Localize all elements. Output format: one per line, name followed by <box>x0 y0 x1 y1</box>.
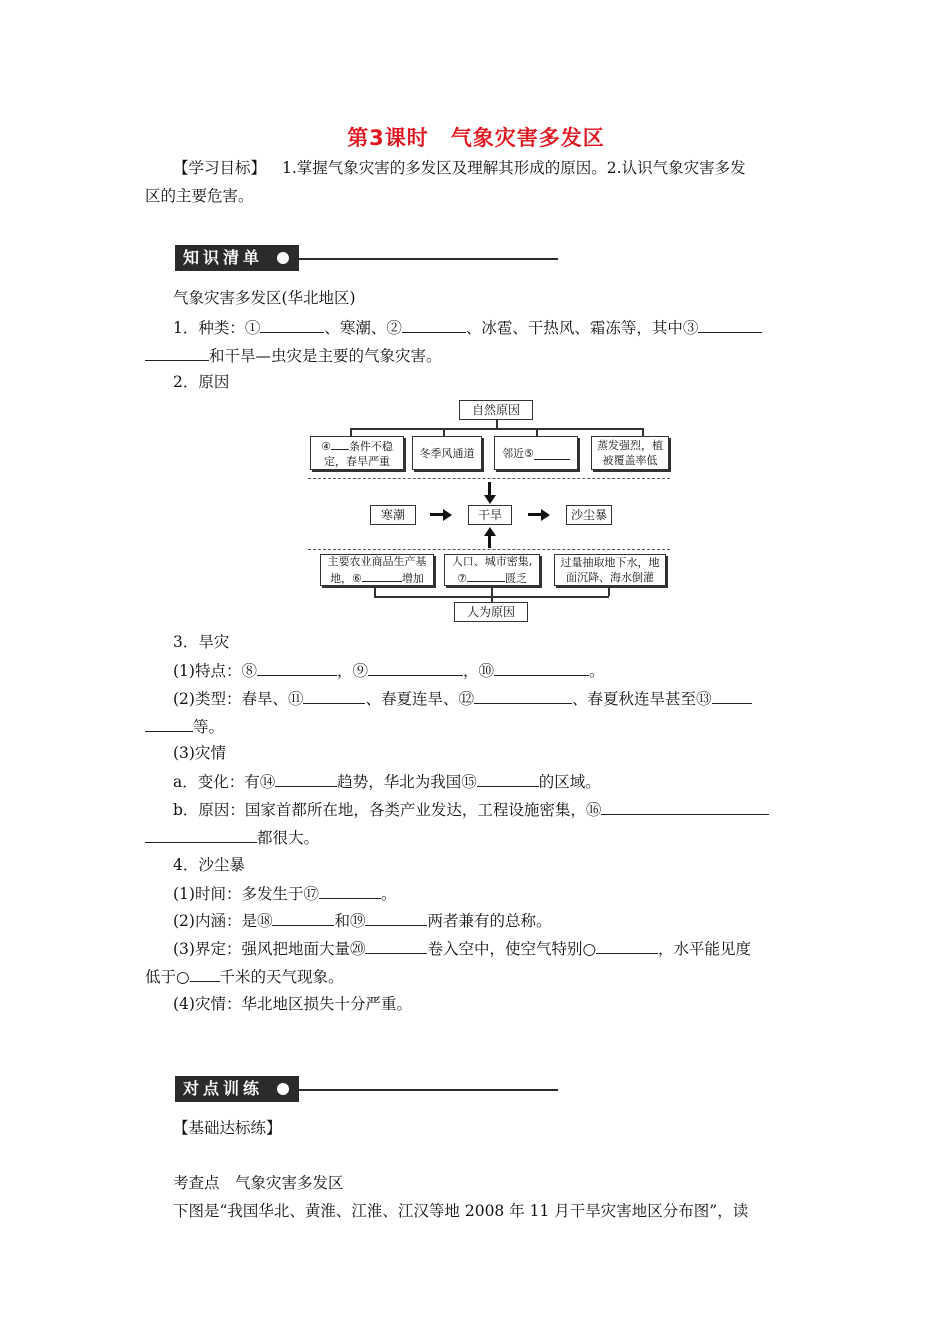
fill-blank-4[interactable] <box>331 437 349 450</box>
reason-end: 都很大。 <box>257 829 320 847</box>
objective-label: 【学习目标】 <box>173 159 267 177</box>
item-3-type-c: 、春夏秋连旱甚至⑬ <box>571 690 712 708</box>
test-point: 考查点 气象灾害多发区 <box>173 1174 344 1192</box>
arrow-shaft <box>528 513 542 516</box>
connector <box>443 428 445 436</box>
section-label: 对点训练 <box>175 1076 299 1102</box>
arrow-shaft <box>430 513 444 516</box>
time-end: 。 <box>380 885 397 903</box>
arrow-right-icon <box>443 509 452 521</box>
human-cause-1-text <box>328 554 427 586</box>
item-1-line-2 <box>145 345 442 366</box>
natural-cause-2-box: 冬季风通道 <box>412 436 482 470</box>
fill-blank-17[interactable] <box>319 883 381 899</box>
arrow-shaft <box>488 482 491 496</box>
h3-text-b: 面沉降、海水倒灌 <box>566 571 654 584</box>
natural-cause-4-text <box>597 438 663 468</box>
definition-text: 卷入空中，使空气特别○ <box>427 940 596 958</box>
fill-blank-9[interactable] <box>368 660 463 676</box>
item-3-text-c: ，⑩ <box>462 662 494 680</box>
fill-blank-3[interactable] <box>698 317 762 333</box>
fill-blank-16-cont[interactable] <box>145 827 257 843</box>
time-label: (1)时间：多发生于⑰ <box>173 885 319 903</box>
item-3-line-2 <box>173 688 752 709</box>
cold-wave-box: 寒潮 <box>370 505 416 525</box>
item-3-line-1 <box>173 660 605 681</box>
drought-box: 干旱 <box>468 505 512 525</box>
objective-text-1: 1.掌握气象灾害的多发区及理解其形成的原因。2.认识气象灾害多发 <box>282 159 746 177</box>
fill-blank-21[interactable] <box>596 938 658 954</box>
h1-text-c: 增加 <box>401 572 424 585</box>
natural-cause-1-text <box>321 437 393 469</box>
label-7: ⑦ <box>457 572 467 585</box>
item-3-text-b: ，⑨ <box>336 662 368 680</box>
item-4-line-5: (4)灾情：华北地区损失十分严重。 <box>173 995 412 1013</box>
n4-text-a: 蒸发强烈，植 <box>597 439 663 452</box>
fill-blank-6[interactable] <box>362 569 402 582</box>
fill-blank-13-cont[interactable] <box>145 716 193 732</box>
item-3-line-b <box>173 799 769 820</box>
h1-text-a: 主要农业商品生产基 <box>327 555 427 568</box>
label-4: ④ <box>321 440 331 453</box>
change-text: 趋势，华北为我国⑮ <box>337 773 477 791</box>
bullet-dot-icon <box>277 1083 289 1095</box>
natural-cause-4-box <box>591 436 669 470</box>
topic-heading: 气象灾害多发区(华北地区) <box>173 289 356 307</box>
fill-blank-10[interactable] <box>494 660 589 676</box>
basic-practice-heading: 【基础达标练】 <box>173 1119 282 1137</box>
connector <box>536 428 538 436</box>
human-cause-3-text <box>561 555 660 585</box>
fill-blank-13[interactable] <box>712 688 752 704</box>
h2-text-c: 匮乏 <box>504 572 527 585</box>
definition-label: (3)界定：强风把地面大量⑳ <box>173 940 366 958</box>
fill-blank-19[interactable] <box>365 910 427 926</box>
meaning-and: 和⑲ <box>334 912 366 930</box>
item-1-text-d: 和干旱—虫灾是主要的气象灾害。 <box>209 347 442 365</box>
fill-blank-22[interactable] <box>190 966 220 982</box>
objective-line-1 <box>173 158 746 178</box>
fill-blank-2[interactable] <box>402 317 466 333</box>
visibility-end: 千米的天气现象。 <box>219 968 344 986</box>
item-3-line-3 <box>145 716 224 737</box>
connector <box>608 588 610 596</box>
dashed-divider <box>308 549 670 550</box>
meaning-end: 两者兼有的总称。 <box>427 912 552 930</box>
natural-causes-box: 自然原因 <box>459 400 533 420</box>
arrow-shaft <box>488 535 491 548</box>
change-end: 的区域。 <box>538 773 601 791</box>
fill-blank-3-cont[interactable] <box>145 345 209 361</box>
dashed-divider <box>308 478 670 479</box>
definition-tail: ，水平能见度 <box>658 940 752 958</box>
meaning-label: (2)内涵：是⑱ <box>173 912 273 930</box>
human-cause-1-box <box>320 554 434 586</box>
connector <box>350 428 642 430</box>
label-6: 地，⑥ <box>330 572 362 585</box>
drought-feature-label: (1)特点：⑧ <box>173 662 257 680</box>
label-5: 邻近⑤ <box>502 446 534 460</box>
drought-type-label: (2)类型：春旱、⑪ <box>173 690 304 708</box>
causes-diagram <box>308 396 670 626</box>
item-3-disaster: (3)灾情 <box>173 744 226 762</box>
section-label: 知识清单 <box>175 245 299 271</box>
objective-line-2: 区的主要危害。 <box>145 187 254 205</box>
item-1-text-a: 1．种类：① <box>173 319 261 337</box>
fill-blank-16[interactable] <box>601 799 769 815</box>
h2-text-a: 人口、城市密集, <box>451 555 533 568</box>
bullet-dot-icon <box>277 252 289 264</box>
item-3-text-d: 。 <box>589 662 605 680</box>
connector <box>491 588 493 596</box>
reason-label: b．原因：国家首都所在地，各类产业发达，工程设施密集，⑯ <box>173 801 602 819</box>
natural-cause-3-box <box>494 436 578 470</box>
fill-blank-20[interactable] <box>365 938 427 954</box>
item-4-line-1 <box>173 883 396 904</box>
natural-cause-1-box <box>310 436 404 470</box>
fill-blank-14[interactable] <box>275 771 337 787</box>
human-cause-2-box <box>444 554 540 586</box>
fill-blank-18[interactable] <box>272 910 334 926</box>
visibility-label: 低于○ <box>145 968 190 986</box>
item-3-line-a <box>173 771 601 792</box>
item-4-heading: 4．沙尘暴 <box>173 856 245 874</box>
h3-text-a: 过量抽取地下水，地 <box>560 556 660 569</box>
item-3-heading: 3．旱灾 <box>173 633 230 651</box>
arrow-right-icon <box>541 509 550 521</box>
item-4-line-3 <box>173 938 751 959</box>
fill-blank-11[interactable] <box>303 688 365 704</box>
item-4-line-4 <box>145 966 344 987</box>
connector <box>496 420 498 428</box>
arrow-down-icon <box>484 495 496 504</box>
fill-blank-8[interactable] <box>257 660 337 676</box>
human-cause-3-box <box>554 554 666 586</box>
fill-blank-15[interactable] <box>477 771 539 787</box>
question-text: 下图是“我国华北、黄淮、江淮、江汉等地 2008 年 11 月干旱灾害地区分布图”，读 <box>173 1202 749 1220</box>
connector <box>350 428 352 436</box>
human-causes-box: 人为原因 <box>454 602 528 622</box>
item-2-heading: 2．原因 <box>173 373 230 391</box>
fill-blank-7[interactable] <box>467 569 505 582</box>
item-4-line-2 <box>173 910 552 931</box>
item-1-text-b: 、寒潮、② <box>324 319 402 337</box>
section-rule <box>299 1089 558 1091</box>
change-label: a．变化：有⑭ <box>173 773 276 791</box>
dust-storm-box: 沙尘暴 <box>566 505 612 525</box>
fill-blank-12[interactable] <box>474 688 572 704</box>
n1-text-b: 条件不稳 <box>348 440 393 453</box>
item-1-text-c: 、冰雹、干热风、霜冻等，其中③ <box>465 319 699 337</box>
fill-blank-5[interactable] <box>534 447 570 460</box>
connector <box>642 428 644 436</box>
item-3-type-b: 、春夏连旱、⑫ <box>365 690 474 708</box>
item-3-line-b2 <box>145 827 319 848</box>
item-3-type-d: 等。 <box>193 718 225 736</box>
section-rule <box>299 258 558 260</box>
n1-text-c: 定，春旱严重 <box>324 455 390 468</box>
human-cause-2-text <box>452 554 533 586</box>
n4-text-b: 被覆盖率低 <box>602 454 658 467</box>
lesson-title: 第3课时 气象灾害多发区 <box>347 126 605 150</box>
item-1-line-1 <box>173 317 762 338</box>
fill-blank-1[interactable] <box>260 317 324 333</box>
connector <box>374 588 376 596</box>
